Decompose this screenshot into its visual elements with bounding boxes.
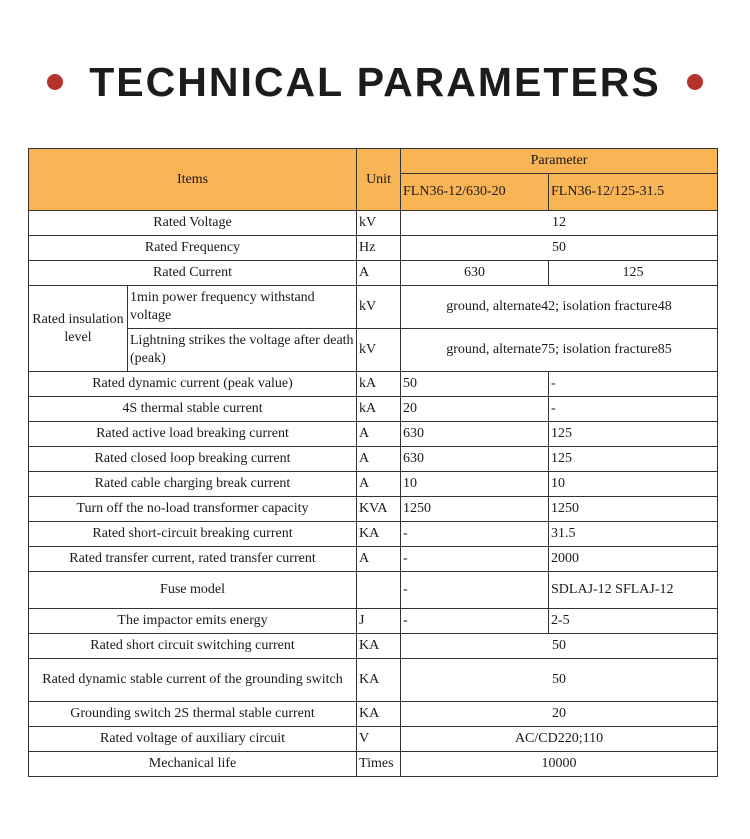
row-value-a: 1250 [401, 497, 549, 522]
row-value-b: 125 [549, 447, 718, 472]
row-item: Rated active load breaking current [29, 422, 357, 447]
row-item: Rated transfer current, rated transfer current [29, 547, 357, 572]
row-value-a: 630 [401, 422, 549, 447]
row-value-a: - [401, 547, 549, 572]
row-item: Rated dynamic stable current of the grounding switch [29, 659, 357, 702]
row-unit: J [357, 609, 401, 634]
row-value: 12 [401, 211, 718, 236]
row-item: Rated short-circuit breaking current [29, 522, 357, 547]
row-value-a: 20 [401, 397, 549, 422]
row-value-b: 31.5 [549, 522, 718, 547]
row-item: Rated cable charging break current [29, 472, 357, 497]
table-row [29, 547, 718, 572]
row-value-b: - [549, 372, 718, 397]
row-unit: A [357, 422, 401, 447]
table-row [29, 609, 718, 634]
row-item: Mechanical life [29, 752, 357, 777]
parameters-table [28, 148, 718, 777]
table-row [29, 397, 718, 422]
row-item: 1min power frequency withstand voltage [128, 286, 357, 329]
table-row [29, 572, 718, 609]
row-unit: KA [357, 522, 401, 547]
table-row [29, 236, 718, 261]
table-row [29, 727, 718, 752]
table-row [29, 659, 718, 702]
row-value-a: - [401, 522, 549, 547]
title-bar [0, 52, 750, 112]
row-unit: KA [357, 702, 401, 727]
header-parameter: Parameter [401, 149, 718, 174]
row-item: Rated dynamic current (peak value) [29, 372, 357, 397]
row-unit: Hz [357, 236, 401, 261]
insulation-group-label: Rated insulation level [29, 286, 128, 372]
row-unit: Times [357, 752, 401, 777]
row-value-b: 125 [549, 261, 718, 286]
table-row [29, 472, 718, 497]
row-unit: KA [357, 659, 401, 702]
row-value: 20 [401, 702, 718, 727]
row-unit: V [357, 727, 401, 752]
row-unit: A [357, 447, 401, 472]
row-value-b: - [549, 397, 718, 422]
table-row [29, 634, 718, 659]
row-value: 10000 [401, 752, 718, 777]
row-item: Turn off the no-load transformer capacity [29, 497, 357, 522]
row-item: Fuse model [29, 572, 357, 609]
row-item: Rated Frequency [29, 236, 357, 261]
row-value: 50 [401, 634, 718, 659]
table-row [29, 261, 718, 286]
row-item: The impactor emits energy [29, 609, 357, 634]
table-header-row [29, 149, 718, 174]
row-value-a: 50 [401, 372, 549, 397]
row-value-b: 125 [549, 422, 718, 447]
row-unit: A [357, 261, 401, 286]
table-row [29, 372, 718, 397]
table-row [29, 329, 718, 372]
row-value-b: 2000 [549, 547, 718, 572]
header-items: Items [29, 149, 357, 211]
row-unit: kV [357, 329, 401, 372]
row-value: ground, alternate42; isolation fracture48 [401, 286, 718, 329]
table-row [29, 497, 718, 522]
header-unit: Unit [357, 149, 401, 211]
row-value: AC/CD220;110 [401, 727, 718, 752]
row-value: 50 [401, 236, 718, 261]
header-model-a: FLN36-12/630-20 [401, 174, 549, 211]
row-unit: kV [357, 211, 401, 236]
row-value-a: 10 [401, 472, 549, 497]
table-row [29, 447, 718, 472]
row-value: 50 [401, 659, 718, 702]
table-row [29, 522, 718, 547]
row-value-a: - [401, 609, 549, 634]
row-unit: kA [357, 372, 401, 397]
row-value: ground, alternate75; isolation fracture85 [401, 329, 718, 372]
row-unit: kV [357, 286, 401, 329]
row-item: Rated closed loop breaking current [29, 447, 357, 472]
row-item: Lightning strikes the voltage after death (peak) [128, 329, 357, 372]
bullet-dot-icon [687, 74, 703, 90]
table-row [29, 702, 718, 727]
table-row [29, 422, 718, 447]
bullet-dot-icon [47, 74, 63, 90]
row-unit [357, 572, 401, 609]
row-value-b: 10 [549, 472, 718, 497]
row-item: Rated Voltage [29, 211, 357, 236]
row-value-b: SDLAJ-12 SFLAJ-12 [549, 572, 718, 609]
row-item: Rated voltage of auxiliary circuit [29, 727, 357, 752]
row-unit: A [357, 547, 401, 572]
table-row [29, 211, 718, 236]
row-item: 4S thermal stable current [29, 397, 357, 422]
row-item: Rated Current [29, 261, 357, 286]
row-unit: A [357, 472, 401, 497]
row-unit: KVA [357, 497, 401, 522]
row-unit: kA [357, 397, 401, 422]
row-value-b: 1250 [549, 497, 718, 522]
header-model-b: FLN36-12/125-31.5 [549, 174, 718, 211]
table-row [29, 752, 718, 777]
row-value-b: 2-5 [549, 609, 718, 634]
table-row [29, 286, 718, 329]
row-item: Rated short circuit switching current [29, 634, 357, 659]
row-item: Grounding switch 2S thermal stable current [29, 702, 357, 727]
row-value-a: 630 [401, 447, 549, 472]
row-value-a: 630 [401, 261, 549, 286]
row-value-a: - [401, 572, 549, 609]
page-title: TECHNICAL PARAMETERS [89, 58, 661, 105]
row-unit: KA [357, 634, 401, 659]
